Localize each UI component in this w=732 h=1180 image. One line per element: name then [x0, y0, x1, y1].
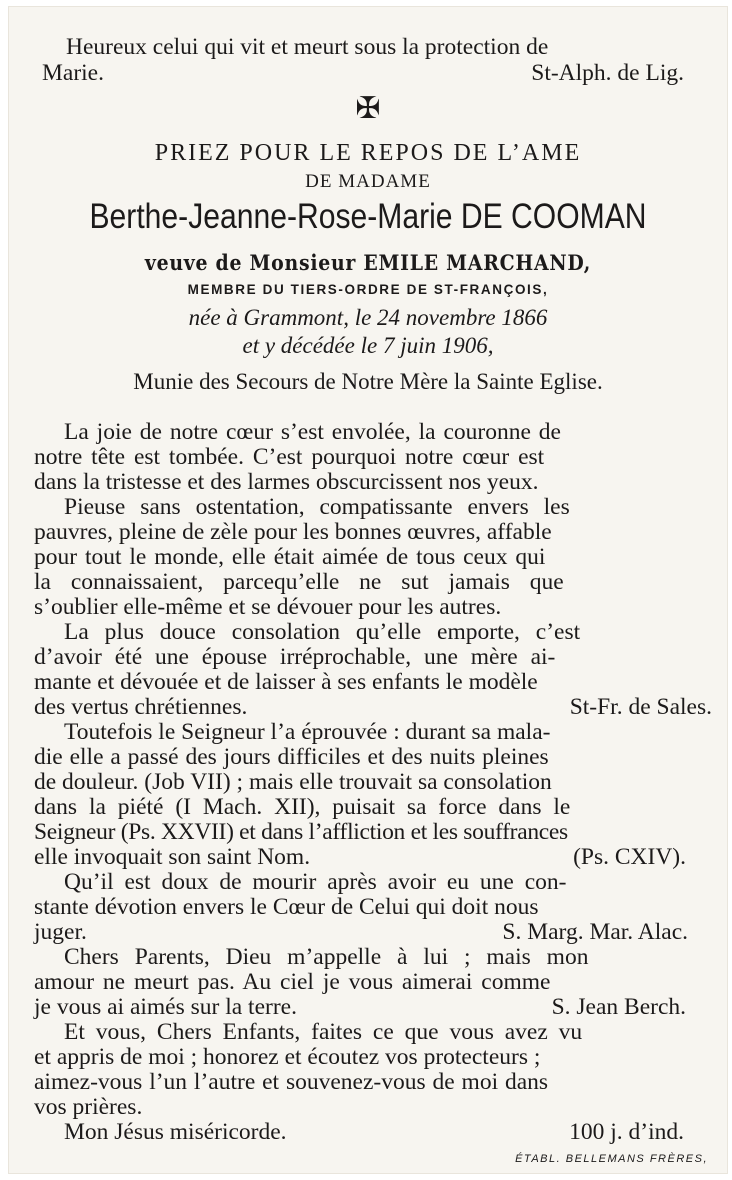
p4-line-4: dans la piété (I Mach. XII), puisait sa force dans le: [34, 794, 571, 820]
p3-line-4-left: des vertus chrétiennes.: [34, 694, 248, 720]
p7-line-1: Et vous, Chers Enfants, faites ce que vous avez vu: [64, 1019, 583, 1045]
veuve-line: veuve de Monsieur EMILE MARCHAND,: [144, 250, 592, 275]
munie-line: Munie des Secours de Notre Mère la Sainte Eglise.: [133, 369, 603, 394]
p3-line-2: d’avoir été une épouse irréprochable, une mère ai-: [34, 644, 556, 670]
p7-line-2: et appris de moi ; honorez et écoutez vos protecteurs ;: [34, 1044, 541, 1070]
death-line: et y décédée le 7 juin 1906,: [242, 333, 494, 358]
p6-attribution: S. Jean Berch.: [551, 994, 686, 1020]
p5-line-2: stante dévotion envers le Cœur de Celui qui doit nous: [34, 894, 539, 920]
p3-line-1: La plus douce consolation qu’elle emporte, c’est: [64, 619, 581, 645]
p3-line-3: mante et dévouée et de laisser à ses enfants le modèle: [34, 669, 538, 695]
p4-line-6-left: elle invoquait son saint Nom.: [34, 844, 311, 870]
p5-line-1: Qu’il est doux de mourir après avoir eu une con-: [64, 869, 567, 895]
epigraph-attribution: St-Alph. de Lig.: [531, 60, 684, 86]
printer-imprint: ÉTABL. BELLEMANS FRÈRES,: [515, 1153, 708, 1165]
p1-line-3: dans la tristesse et des larmes obscurcissent nos yeux.: [34, 469, 539, 495]
p6-line-2: amour ne meurt pas. Au ciel je vous aimerai comme: [34, 969, 551, 995]
birth-line: née à Grammont, le 24 novembre 1866: [188, 305, 548, 330]
p6-line-3-left: je vous ai aimés sur la terre.: [34, 994, 297, 1020]
p1-line-1: La joie de notre cœur s’est envolée, la couronne de: [64, 419, 561, 445]
p4-line-3: de douleur. (Job VII) ; mais elle trouvait sa consolation: [34, 769, 552, 795]
p4-attribution: (Ps. CXIV).: [573, 844, 686, 870]
deceased-name: Berthe-Jeanne-Rose-Marie DE COOMAN: [89, 197, 647, 236]
closing-invocation: Mon Jésus miséricorde.: [64, 1119, 287, 1145]
p4-line-5: Seigneur (Ps. XXVII) et dans l’affliction et les souffrances: [34, 819, 568, 845]
p1-line-2: notre tête est tombée. C’est pourquoi notre cœur est: [34, 444, 545, 470]
p7-line-3: aimez-vous l’un l’autre et souvenez-vous de moi dans: [34, 1069, 549, 1095]
p3-attribution: St-Fr. de Sales.: [569, 694, 712, 720]
indulgence-note: 100 j. d’ind.: [569, 1119, 684, 1145]
p2-line-4: la connaissaient, parcequ’elle ne sut jamais que: [34, 569, 564, 595]
p7-line-4: vos prières.: [34, 1094, 143, 1120]
p5-attribution: S. Marg. Mar. Alac.: [502, 919, 688, 945]
p2-line-5: s’oublier elle-même et se dévouer pour les autres.: [34, 594, 502, 620]
p2-line-1: Pieuse sans ostentation, compatissante envers les: [64, 494, 570, 520]
p2-line-2: pauvres, pleine de zèle pour les bonnes œuvres, affable: [34, 519, 552, 545]
priez-heading: PRIEZ POUR LE REPOS DE L’AME: [154, 140, 582, 166]
p4-line-2: die elle a passé des jours difficiles et des nuits pleines: [34, 744, 549, 770]
cross-icon: ✠: [355, 92, 381, 125]
epigraph-line-2-left: Marie.: [42, 60, 104, 86]
memorial-card: [8, 6, 728, 1174]
p2-line-3: pour tout le monde, elle était aimée de tous ceux qui: [34, 544, 546, 570]
epigraph-line-1: Heureux celui qui vit et meurt sous la protection de: [66, 34, 549, 60]
membre-line: MEMBRE DU TIERS-ORDRE DE ST-FRANÇOIS,: [187, 282, 549, 297]
p5-line-3-left: juger.: [34, 919, 87, 945]
madame-line: DE MADAME: [305, 171, 431, 192]
p4-line-1: Toutefois le Seigneur l’a éprouvée : durant sa mala-: [64, 719, 551, 745]
p6-line-1: Chers Parents, Dieu m’appelle à lui ; mais mon: [64, 944, 589, 970]
